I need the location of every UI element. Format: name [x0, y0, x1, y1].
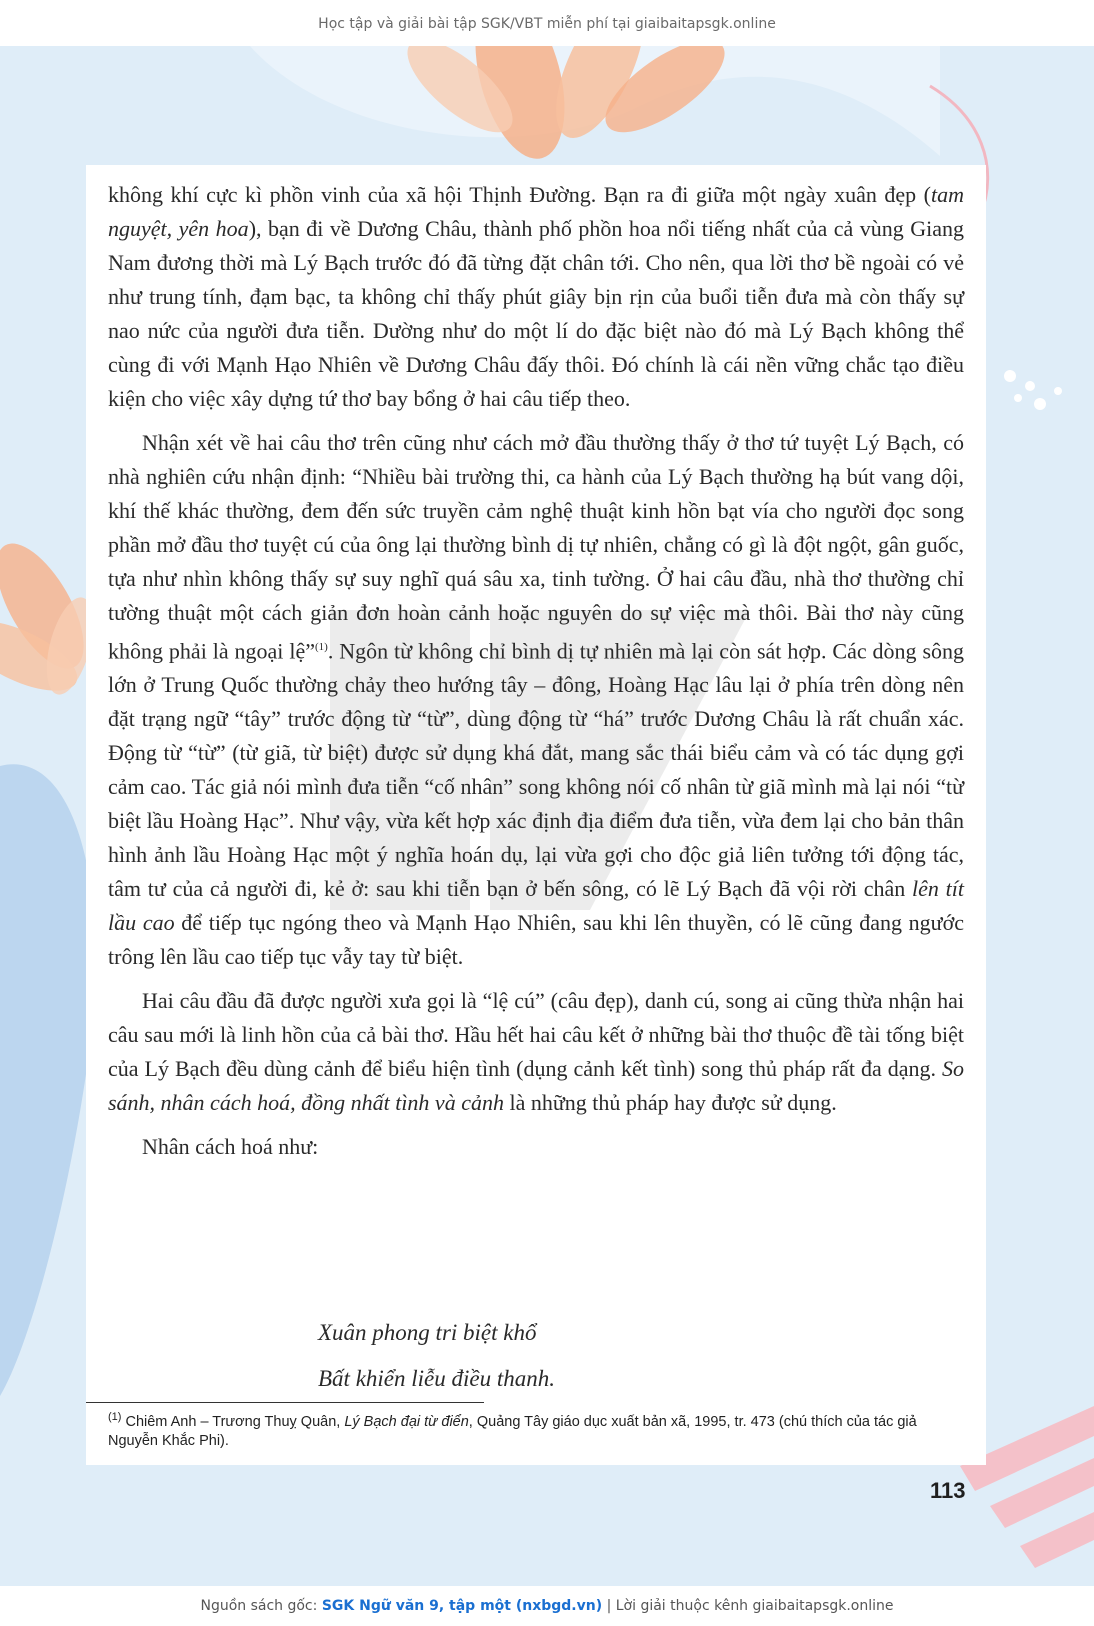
paragraph-1: không khí cực kì phồn vinh của xã hội Thịnh Đường. Bạn ra đi giữa một ngày xuân đẹp (tam nguyệt, yên hoa), bạn đi về Dương Châu, thành phố phồn hoa nổi tiếng nhất của cả vùng Giang Nam đương thời mà Lý Bạch trước đó đã từng đặt chân tới. Cho nên, qua lời thơ bề ngoài có vẻ như trung tính, đạm bạc, ta không chỉ thấy phút giây bịn rịn của buổi tiễn đưa mà còn thấy sự nao nức của người đưa tiễn. Dường như do một lí do đặc biệt nào đó mà Lý Bạch không thể cùng đi với Mạnh Hạo Nhiên về Dương Châu đấy thôi. Đó chính là cái nền vững chắc tạo điều kiện cho việc xây dựng tứ thơ bay bổng ở hai câu tiếp theo. [108, 182, 965, 411]
poem-line-2: Bất khiển liễu điều thanh. [318, 1366, 555, 1391]
dot-icon [1014, 394, 1022, 402]
bottom-banner: Nguồn sách gốc: SGK Ngữ văn 9, tập một (nxbgd.vn) | Lời giải thuộc kênh giaibaitapsgk.online [0, 1586, 1094, 1626]
dot-icon [1034, 398, 1046, 410]
page-number: 113 [930, 1478, 966, 1503]
dot-icon [1025, 381, 1035, 391]
top-banner [0, 0, 1094, 46]
footnote-divider [86, 1402, 484, 1403]
source-link[interactable]: SGK Ngữ văn 9, tập một (nxbgd.vn) [321, 1598, 603, 1614]
paragraph-4: Nhân cách hoá như: [142, 1134, 319, 1160]
dot-icon [1054, 387, 1062, 395]
footnote-reference: (1) [314, 641, 328, 653]
poem-quote [318, 1310, 555, 1402]
blue-blob [0, 764, 96, 1396]
dot-icon [1004, 370, 1016, 382]
paragraph-3: Hai câu đầu đã được người xưa gọi là “lệ cú” (câu đẹp), danh cú, song ai cũng thừa nhận hai câu sau mới là linh hồn của cả bài thơ. Hầu hết hai câu kết ở những bài thơ thuộc đề tài tống biệt của Lý Bạch đều dùng cảnh để biểu hiện tình (dụng cảnh kết tình) song thủ pháp rất đa dạng. So sánh, nhân cách hoá, đồng nhất tình và cảnh là những thủ pháp hay được sử dụng. [108, 988, 964, 1116]
body-text [108, 178, 964, 1174]
poem-line-1: Xuân phong tri biệt khổ [318, 1320, 537, 1345]
footnote: $^{(1)}$ Chiêm Anh – Trương Thuỵ Quân, Lý Bạch đại từ điển, Quảng Tây giáo dục xuất bản xã, 1995, tr. 473 (chú thích của tác giả Nguyễn Khắc Phi). [108, 1411, 917, 1449]
top-banner-text: Học tập và giải bài tập SGK/VBT miễn phí tại giaibaitapsgk.online [318, 16, 776, 32]
paragraph-2: Nhận xét về hai câu thơ trên cũng như cách mở đầu thường thấy ở thơ tứ tuyệt Lý Bạch, có nhà nghiên cứu nhận định: “Nhiều bài trường thi, ca hành của Lý Bạch thường hạ bút vang dội, khí thế khác thường, đem đến sức truyền cảm nghệ thuật kinh hồn bạt vía cho người đọc song phần mở đầu thơ tuyệt cú của ông lại thường bình dị tự nhiên, chẳng có gì là đột ngột, gân guốc, tựa như nhìn không thấy sự suy nghĩ quá sâu xa, tinh tường. Ở hai câu đầu, nhà thơ thường chỉ tường thuật một cách giản đơn hoàn cảnh hoặc nguyên do sự việc mà thôi. Bài thơ này cũng không phải là ngoại lệ”$^{(1)}$. Ngôn từ không chỉ bình dị tự nhiên mà lại còn sát hợp. Các dòng sông lớn ở Trung Quốc thường chảy theo hướng tây – đông, Hoàng Hạc lâu lại ở phía trên dòng nên đặt trạng ngữ “tây” trước động từ “từ”, dùng động từ “há” trước Dương Châu là rất chuẩn xác. Động từ “từ” (từ giã, từ biệt) được sử dụng khá đắt, mang sắc thái biểu cảm và có tác dụng gợi cảm cao. Tác giả nói mình đưa tiễn “cố nhân” song không nói cố nhân từ giã mình mà lại nói “từ biệt lầu Hoàng Hạc”. Như vậy, vừa kết hợp xác định địa điểm đưa tiễn, vừa đem lại cho bản thân hình ảnh lầu Hoàng Hạc một ý nghĩa hoán dụ, lại vừa gợi cho độc giả liên tưởng tới động tác, tâm tư của cả người đi, kẻ ở: sau khi tiễn bạn ở bến sông, có lẽ Lý Bạch đã vội rời chân lên tít lầu cao để tiếp tục ngóng theo và Mạnh Hạo Nhiên, sau khi lên thuyền, có lẽ cũng đang ngước trông lên lầu cao tiếp tục vẫy tay từ biệt. [108, 430, 965, 970]
